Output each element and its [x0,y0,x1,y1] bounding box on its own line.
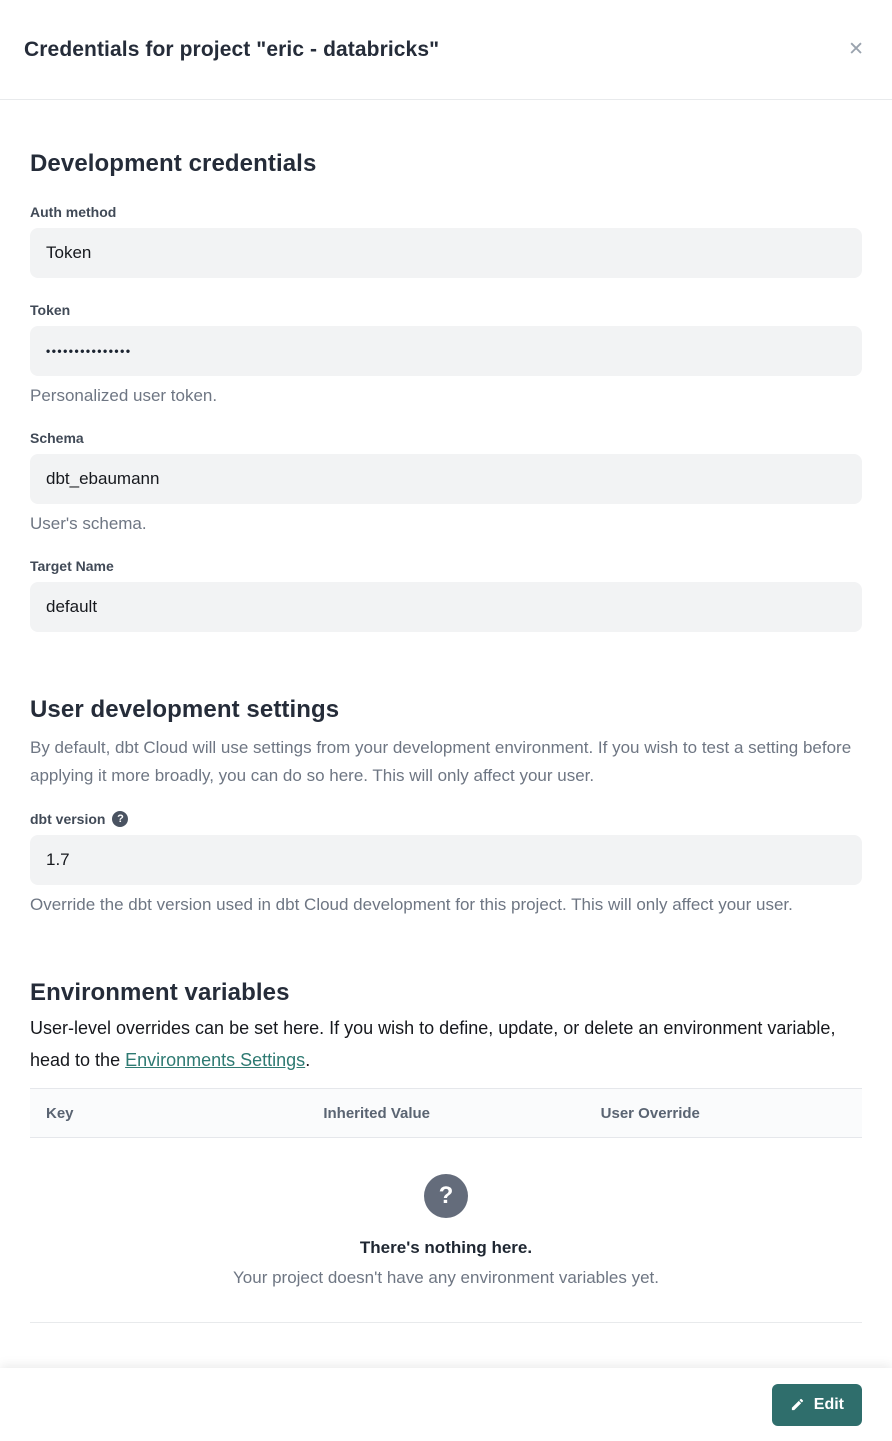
token-label: Token [30,302,71,318]
modal-footer [0,1368,892,1441]
development-credentials-heading: Development credentials [30,150,317,177]
schema-group [30,430,862,534]
edit-button-label: Edit [813,1395,844,1413]
env-description-period: . [305,1049,311,1070]
environment-variables-heading: Environment variables [30,979,290,1007]
auth-method-field[interactable] [30,228,862,278]
edit-button[interactable] [772,1384,862,1426]
modal-content [0,150,892,1323]
token-field[interactable] [30,326,862,376]
auth-method-label: Auth method [30,204,117,220]
environment-variables-description [30,1013,862,1076]
token-masked-value: ••••••••••••••• [46,344,132,358]
env-description-text: User-level overrides can be set here. If you wish to define, update, or delete an environment variable, head to the [30,1018,836,1070]
dbt-version-label-text: dbt version [30,811,106,828]
dbt-version-label [30,811,862,827]
section-user-development-settings [30,696,862,915]
modal-header [0,0,892,100]
env-vars-table-header [30,1088,862,1138]
user-development-settings-description: By default, dbt Cloud will use settings from your development environment. If you wish to test a setting before applying it more broadly, you can do so here. This will only affect your user. [30,738,852,785]
pencil-icon [790,1397,805,1412]
section-environment-variables [30,979,862,1323]
section-divider [30,1322,862,1323]
environments-settings-link[interactable]: Environments Settings [125,1049,306,1070]
env-col-inherited-value: Inherited Value [323,1104,431,1122]
token-helper: Personalized user token. [30,386,218,405]
target-name-value: default [46,597,98,616]
env-col-user-override: User Override [600,1104,700,1122]
auth-method-value: Token [46,243,92,262]
dbt-version-field[interactable] [30,835,862,885]
user-development-settings-heading: User development settings [30,696,340,723]
target-name-field[interactable] [30,582,862,632]
schema-field[interactable] [30,454,862,504]
dbt-version-value: 1.7 [46,850,70,870]
help-icon[interactable]: ? [112,811,128,827]
close-icon[interactable]: ✕ [844,36,868,63]
empty-state-title: There's nothing here. [359,1238,533,1258]
dbt-version-helper: Override the dbt version used in dbt Cloud development for this project. This will only affect your user. [30,895,793,915]
question-mark-icon: ? [424,1174,468,1218]
auth-method-group [30,204,862,278]
schema-helper: User's schema. [30,514,147,533]
env-col-key: Key [46,1104,74,1122]
empty-state-subtitle: Your project doesn't have any environment variables yet. [233,1268,659,1288]
schema-value: dbt_ebaumann [46,469,160,488]
target-name-label: Target Name [30,558,114,574]
token-group [30,302,862,406]
schema-label: Schema [30,430,84,446]
env-vars-empty-state [30,1174,862,1288]
target-name-group [30,558,862,632]
section-development-credentials [30,150,862,632]
dbt-version-group [30,811,862,915]
modal-title: Credentials for project "eric - databricks" [24,37,440,61]
